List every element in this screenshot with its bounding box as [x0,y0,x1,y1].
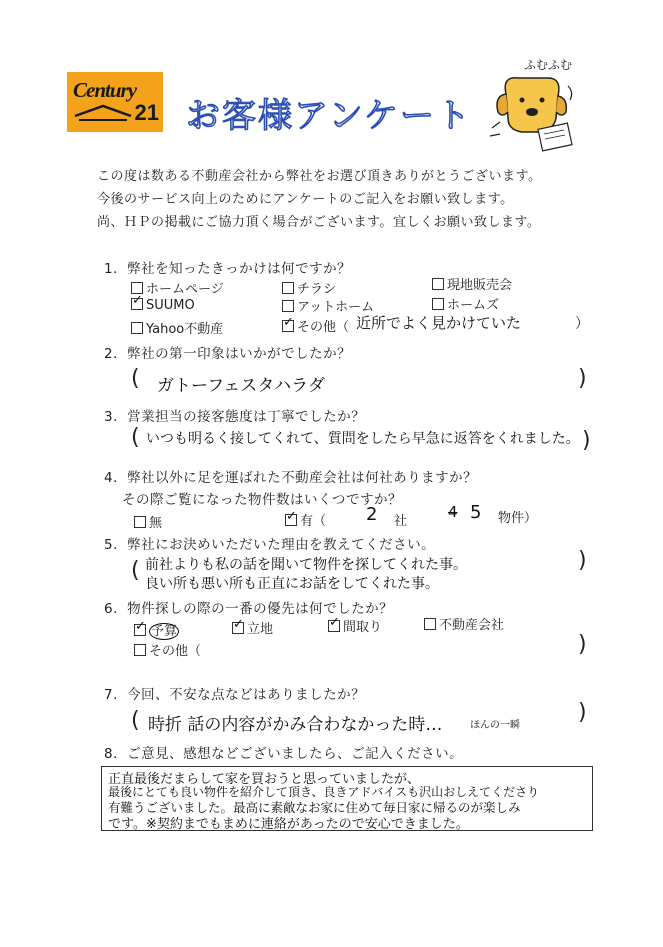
option-homes[interactable]: ホームズ [432,294,499,313]
logo-number: 21 [134,100,159,125]
question-2: 2．弊社の第一印象はいかがでしたか？ [104,346,352,362]
intro-line: 今後のサービス向上のためにアンケートのご記入をお願い致します。 [97,192,514,207]
q7-answer-note: ほんの一瞬 [470,720,520,731]
checkbox-checked[interactable] [328,620,340,632]
question-1: 1．弊社を知ったきっかけは何ですか？ [104,261,352,277]
checkbox[interactable] [282,300,294,312]
option-homepage[interactable]: ホームページ [131,278,224,297]
option-yes[interactable]: ✓ 有（ [285,510,326,529]
comment-box[interactable] [101,766,593,831]
option-other[interactable]: ✓ その他（ [282,316,349,335]
checkbox-checked[interactable] [232,622,244,634]
paren-close: ) [578,366,587,391]
option-budget[interactable]: ✓予算 [134,620,179,639]
option-open-house[interactable]: 現地販売会 [432,274,512,293]
option-yahoo[interactable]: Yahoo不動産 [131,318,223,337]
question-4a: 4．弊社以外に足を運ばれた不動産会社は何社ありますか？ [104,470,478,486]
option-none[interactable]: 無 [134,512,162,531]
comment-line: 有難うございました。最高に素敵なお家に住めて毎日家に帰るのが楽しみ [108,800,521,815]
checkbox[interactable] [424,618,436,630]
mascot-illustration [488,56,578,152]
logo-house-icon [73,102,135,122]
paren-open: ( [131,708,140,733]
company-unit: 社 [394,514,408,529]
paren-open: ( [131,425,140,450]
q5-answer-line: 前社よりも私の話を聞いて物件を探してくれた事。 [145,557,467,573]
paren-close: ) [578,548,587,573]
comment-line: 正直最後だまらして家を買おうと思っていましたが、 [108,772,421,787]
century21-logo [67,72,163,132]
checkbox-checked[interactable] [282,320,294,332]
q3-answer: いつも明るく接してくれて、質問をしたら早急に返答をくれました。 [146,431,580,447]
logo-text: Century [73,78,137,102]
paren-close: ) [578,632,587,657]
intro-line: 尚、ＨＰの掲載にご協力頂く場合がございます。宜しくお願い致します。 [97,215,541,230]
checkbox[interactable] [134,644,146,656]
paren-open: ( [131,558,140,583]
checkbox[interactable] [131,322,143,334]
question-4b: その際ご覧になった物件数はいくつですか？ [122,492,402,508]
mascot-caption: ふむふむ [524,58,573,72]
question-7: 7．今回、不安な点などはありましたか？ [104,687,366,703]
q1-other-answer: 近所でよく見かけていた [356,314,522,332]
checkbox-checked[interactable] [134,624,146,636]
paren-close: ） [575,316,589,332]
paren-open: ( [131,366,140,391]
checkbox-checked[interactable] [131,298,143,310]
q2-answer: ガトーフェスタハラダ [157,376,325,396]
question-6: 6．物件探しの際の一番の優先は何でしたか？ [104,601,394,617]
scribble: 4 [448,503,458,521]
checkbox[interactable] [432,298,444,310]
option-athome[interactable]: アットホーム [282,296,374,315]
question-3: 3．営業担当の接客態度は丁寧でしたか？ [104,409,366,425]
intro-line: この度は数ある不動産会社から弊社をお選び頂きありがとうございます。 [97,169,542,184]
option-flyer[interactable]: チラシ [282,278,336,297]
checkbox-checked[interactable] [285,514,297,526]
q5-answer-line: 良い所も悪い所も正直にお話をしてくれた事。 [145,576,439,592]
paren-close: ) [582,428,591,453]
option-suumo[interactable]: ✓SUUMO [131,298,195,313]
option-location[interactable]: ✓ 立地 [232,618,273,637]
property-unit: 物件） [498,511,538,526]
question-5: 5．弊社にお決めいただいた理由を教えてください。 [104,537,436,553]
property-count: 5 [470,502,482,523]
comment-line: 最後にとても良い物件を紹介して頂き、良きアドバイスも沢山おしえてくださり [108,785,540,799]
checkbox[interactable] [432,278,444,290]
checkbox[interactable] [282,282,294,294]
question-8: 8．ご意見、感想などございましたら、ご記入ください。 [104,746,464,762]
paren-close: ) [578,700,587,725]
page-title: お客様アンケート [186,96,472,136]
option-other[interactable]: その他（ [134,640,201,659]
option-realestate-company[interactable]: 不動産会社 [424,614,504,633]
q7-answer: 時折 話の内容がかみ合わなかった時… [148,715,443,735]
checkbox[interactable] [134,516,146,528]
option-layout[interactable]: ✓ 間取り [328,616,382,635]
company-count: 2 [366,504,378,525]
comment-line: です。※契約までもまめに連絡があったので安心できました。 [108,817,469,832]
